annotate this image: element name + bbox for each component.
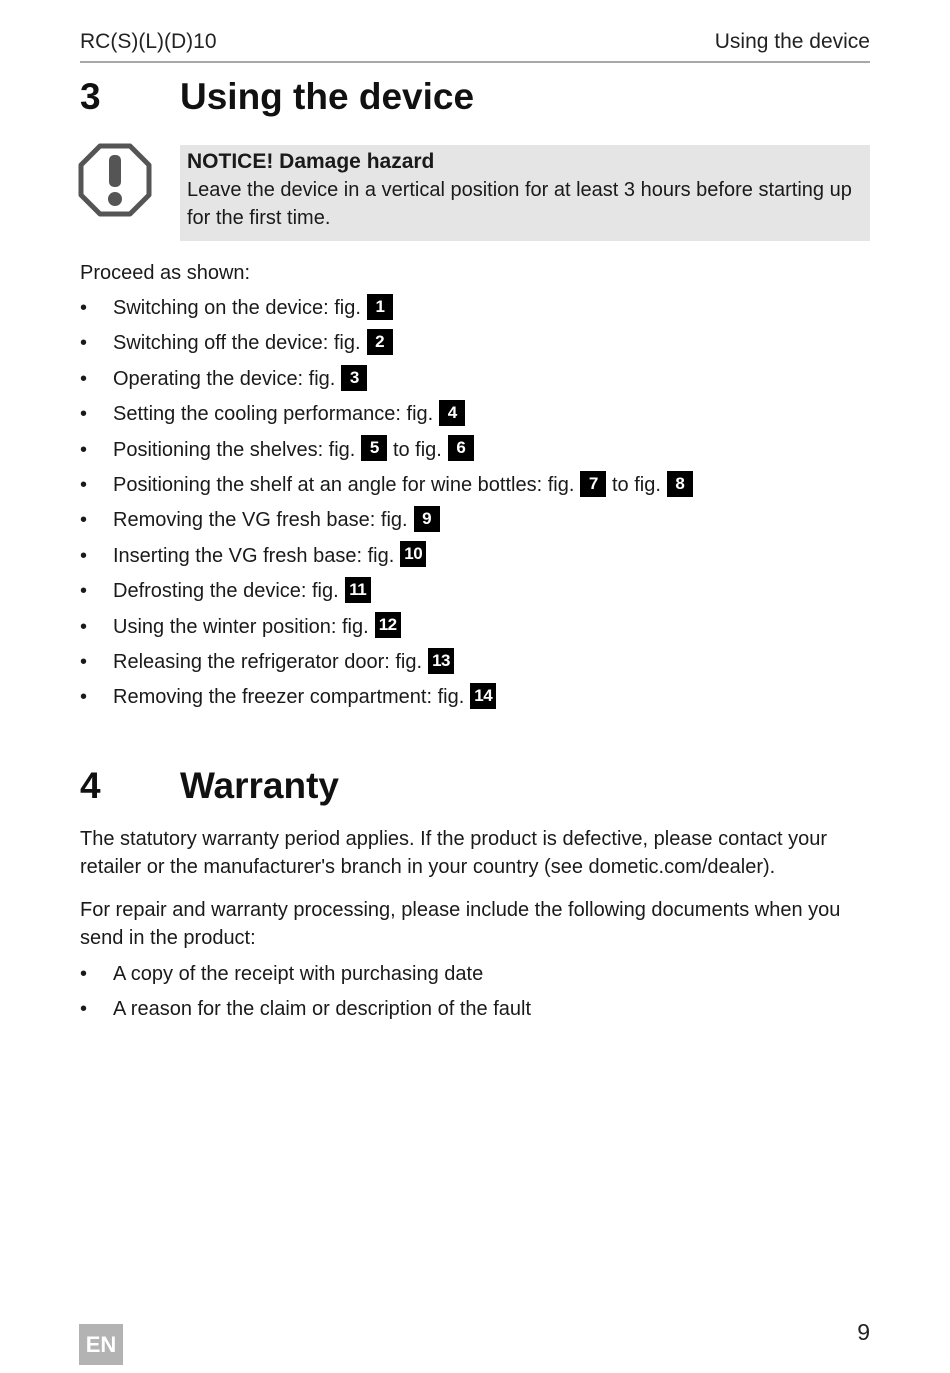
figure-ref-badge: 8 (667, 471, 693, 497)
item-text: Operating the device: fig. (113, 367, 336, 390)
warranty-paragraph-1: The statutory warranty period applies. If the product is defective, please contact your retailer or the manufacturer's branch in your country (see dometic.com/dealer). (80, 828, 828, 878)
language-badge: EN (79, 1324, 123, 1365)
bullet-icon: • (80, 332, 88, 355)
section-number: 4 (80, 765, 101, 806)
item-text: Inserting the VG fresh base: fig. (113, 544, 395, 567)
bullet-icon: • (80, 650, 88, 673)
list-item (80, 294, 870, 329)
bullet-icon: • (80, 580, 88, 603)
list-item (80, 613, 870, 648)
item-text: A copy of the receipt with purchasing date (113, 963, 484, 985)
section-number: 3 (80, 76, 101, 117)
figure-ref-badge: 3 (341, 365, 367, 391)
usage-list (80, 294, 870, 719)
figure-ref-badge: 14 (470, 683, 496, 709)
item-text: Setting the cooling performance: fig. (113, 403, 434, 426)
bullet-icon: • (80, 509, 88, 532)
bullet-icon: • (80, 297, 88, 319)
item-text: A reason for the claim or description of the fault (113, 998, 531, 1021)
figure-ref-badge: 11 (345, 577, 371, 603)
warranty-paragraph-2: For repair and warranty processing, please include the following documents when you send in the product: (80, 899, 841, 949)
bullet-icon: • (80, 686, 88, 709)
list-item (80, 577, 870, 612)
section-title: Using the device (180, 76, 475, 117)
item-text: Switching on the device: fig. (113, 297, 361, 319)
list-item (80, 506, 870, 541)
item-text: Using the winter position: fig. (113, 615, 369, 638)
list-item (80, 471, 870, 506)
page-number: 9 (857, 1319, 870, 1345)
bullet-icon: • (80, 473, 88, 496)
figure-ref-badge: 7 (580, 471, 606, 497)
figure-ref-badge: 4 (439, 400, 465, 426)
figure-ref-badge: 10 (400, 541, 426, 567)
item-text: Positioning the shelves: fig. (113, 438, 356, 461)
running-section-title: Using the device (714, 30, 870, 53)
list-item (80, 683, 870, 718)
notice-title: NOTICE! Damage hazard (187, 150, 435, 173)
section-title: Warranty (180, 765, 340, 806)
item-text: Removing the freezer compartment: fig. (113, 686, 465, 709)
bullet-icon: • (80, 367, 88, 390)
bullet-icon: • (80, 403, 88, 426)
figure-ref-badge: 12 (375, 612, 401, 638)
notice-octagon-exclamation-icon (78, 143, 152, 217)
list-item (80, 400, 870, 435)
list-item (80, 329, 870, 364)
bullet-icon: • (80, 438, 88, 461)
item-text-connector: to fig. (392, 438, 442, 461)
figure-ref-badge: 9 (414, 506, 440, 532)
bullet-icon: • (80, 615, 88, 638)
list-item (80, 436, 870, 471)
item-text: Removing the VG fresh base: fig. (113, 509, 408, 532)
bullet-icon: • (80, 998, 88, 1021)
notice-box (180, 145, 870, 241)
list-item (80, 960, 870, 995)
item-text: Positioning the shelf at an angle for wine bottles: fig. (113, 473, 575, 496)
list-item (80, 995, 870, 1030)
item-text-connector: to fig. (611, 473, 661, 496)
model-label: RC(S)(L)(D)10 (80, 30, 217, 53)
figure-ref-badge: 6 (448, 435, 474, 461)
figure-ref-badge: 1 (367, 294, 393, 320)
item-text: Defrosting the device: fig. (113, 580, 339, 603)
notice-text: Leave the device in a vertical position for at least 3 hours before starting up for the first time. (187, 179, 852, 229)
list-item (80, 365, 870, 400)
item-text: Switching off the device: fig. (113, 332, 361, 355)
list-item (80, 542, 870, 577)
proceed-intro: Proceed as shown: (80, 262, 251, 284)
bullet-icon: • (80, 963, 88, 985)
page-header (80, 30, 870, 63)
figure-ref-badge: 13 (428, 648, 454, 674)
bullet-icon: • (80, 544, 88, 567)
item-text: Releasing the refrigerator door: fig. (113, 650, 423, 673)
figure-ref-badge: 5 (361, 435, 387, 461)
figure-ref-badge: 2 (367, 329, 393, 355)
warranty-documents-list (80, 960, 870, 1031)
list-item (80, 648, 870, 683)
